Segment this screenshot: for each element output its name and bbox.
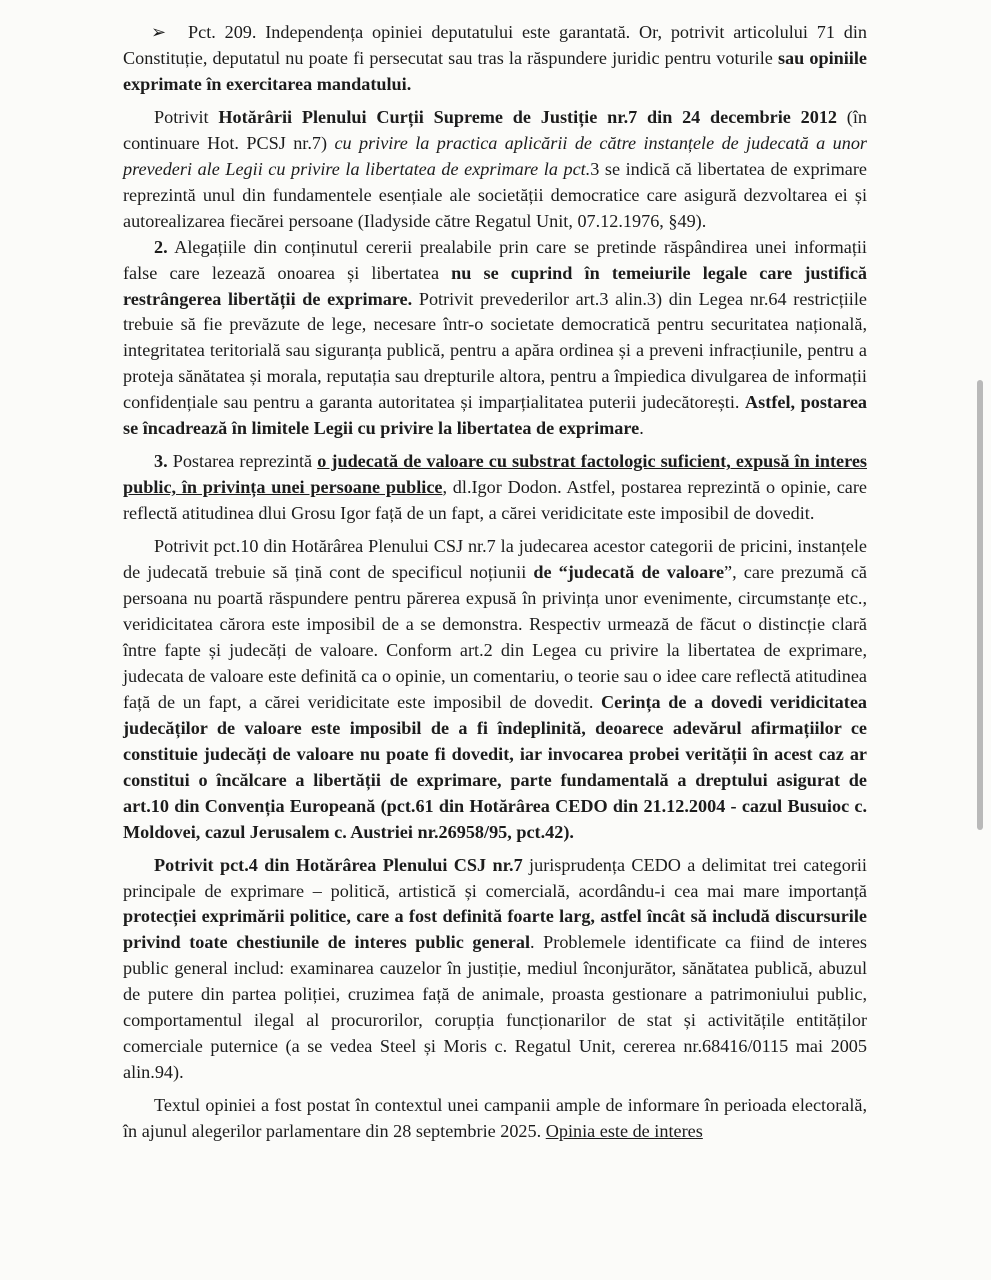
document-body xyxy=(123,20,867,1145)
paragraph-pct-10: Potrivit pct.10 din Hotărârea Plenului CSJ nr.7 la judecarea acestor categorii de pricini, instanțele de judecată trebuie să țină cont de specificul noțiunii de “judecată de valoare”, care prezumă că persoana nu poartă răspundere pentru părerea expusă în privința unor evenimente, circumstanțe etc., veridicitatea cărora este imposibil de a se demonstra. Respectiv urmează de făcut o distincție clară între fapte și judecăți de valoare. Conform art.2 din Legea cu privire la libertatea de exprimare, judecata de valoare este definită ca o opinie, un comentariu, o teorie sau o idee care reflectă atitudinea față de un fapt, a cărei veridicitate este imposibil de dovedit. Cerința de a dovedi veridicitatea judecăților de valoare este imposibil de a fi îndeplinită, deoarece adevărul afirmațiilor ce constituie judecăți de valoare nu poate fi dovedit, iar invocarea probei verității în acest caz ar constitui o încălcare a libertății de exprimare, parte fundamentală a dreptului asigurat de art.10 din Convenția Europeană (pct.61 din Hotărârea CEDO din 21.12.2004 - cazul Busuioc c. Moldovei, cazul Jerusalem c. Austriei nr.26958/95, pct.42). xyxy=(123,536,867,842)
paragraph-hot-pcsj: Potrivit Hotărârii Plenului Curții Supreme de Justiție nr.7 din 24 decembrie 2012 (în continuare Hot. PCSJ nr.7) cu privire la practica aplicării de către instanțele de judecată a unor prevederi ale Legii cu privire la libertatea de exprimare la pct.3 se indică că libertatea de exprimare reprezintă unul din fundamentele esențiale ale societății democratice care asigură dezvoltarea ei și autorealizarea fiecărei persoane (Iladyside către Regatul Unit, 07.12.1976, §49). xyxy=(123,106,867,231)
paragraph-pct-4: Potrivit pct.4 din Hotărârea Plenului CSJ nr.7 jurisprudența CEDO a delimitat trei categorii principale de exprimare – politică, artistică și comercială, acordându-i cea mai mare importanță protecției exprimării politice, care a fost definită foarte larg, astfel încât să includă discursurile privind toate chestiunile de interes public general. Problemele identificate ca fiind de interes public general includ: examinarea cauzelor în justiție, mediul înconjurător, sănătatea publică, abuzul de putere din partea poliției, cruzimea față de animale, proasta gestionare a patrimoniului public, comportamentul ilegal al procurorilor, corupția funcționarilor de stat și activitățile entităților comerciale puternice (a se vedea Steel și Moris c. Regatul Unit, cererea nr.68416/0115 mai 2005 alin.94). xyxy=(123,854,867,1083)
arrow-bullet-icon: ➢ xyxy=(151,22,167,42)
vertical-scrollbar[interactable] xyxy=(977,380,983,830)
paragraph-point-3: 3. Postarea reprezintă o judecată de valoare cu substrat factologic suficient, expusă în interes public, în privința unei persoane publice, dl.Igor Dodon. Astfel, postarea reprezintă o opinie, care reflectă atitudinea dlui Grosu Igor față de un fapt, a cărei veridicitate este imposibil de dovedit. xyxy=(123,451,867,524)
paragraph-point-2: 2. Alegațiile din conținutul cererii prealabile prin care se pretinde răspândirea unei informații false care lezează onoarea și libertatea nu se cuprind în temeiurile legale care justifică restrângerea libertății de exprimare. Potrivit prevederilor art.3 alin.3) din Legea nr.64 restricțiile trebuie să fie prevăzute de lege, necesare într-o societate democratică pentru securitatea națională, integritatea teritorială sau siguranța publică, pentru a apăra ordinea și a preveni infracțiunile, pentru a proteja sănătatea și morala, reputația sau drepturile altora, pentru a împiedica divulgarea de informații confidențiale sau pentru a garanta autoritatea și imparțialitatea puterii judecătorești. Astfel, postarea se încadrează în limitele Legii cu privire la libertatea de exprimare. xyxy=(123,236,867,439)
paragraph-context: Textul opiniei a fost postat în contextul unei campanii ample de informare în perioada electorală, în ajunul alegerilor parlamentare din 28 septembrie 2025. Opinia este de interes xyxy=(123,1095,867,1142)
paragraph-pct-209: ➢ Pct. 209. Independența opiniei deputatului este garantată. Or, potrivit articolului 71 din Constituție, deputatul nu poate fi persecutat sau tras la răspundere juridic pentru voturile sau opiniile exprimate în exercitarea mandatului. xyxy=(123,22,867,94)
